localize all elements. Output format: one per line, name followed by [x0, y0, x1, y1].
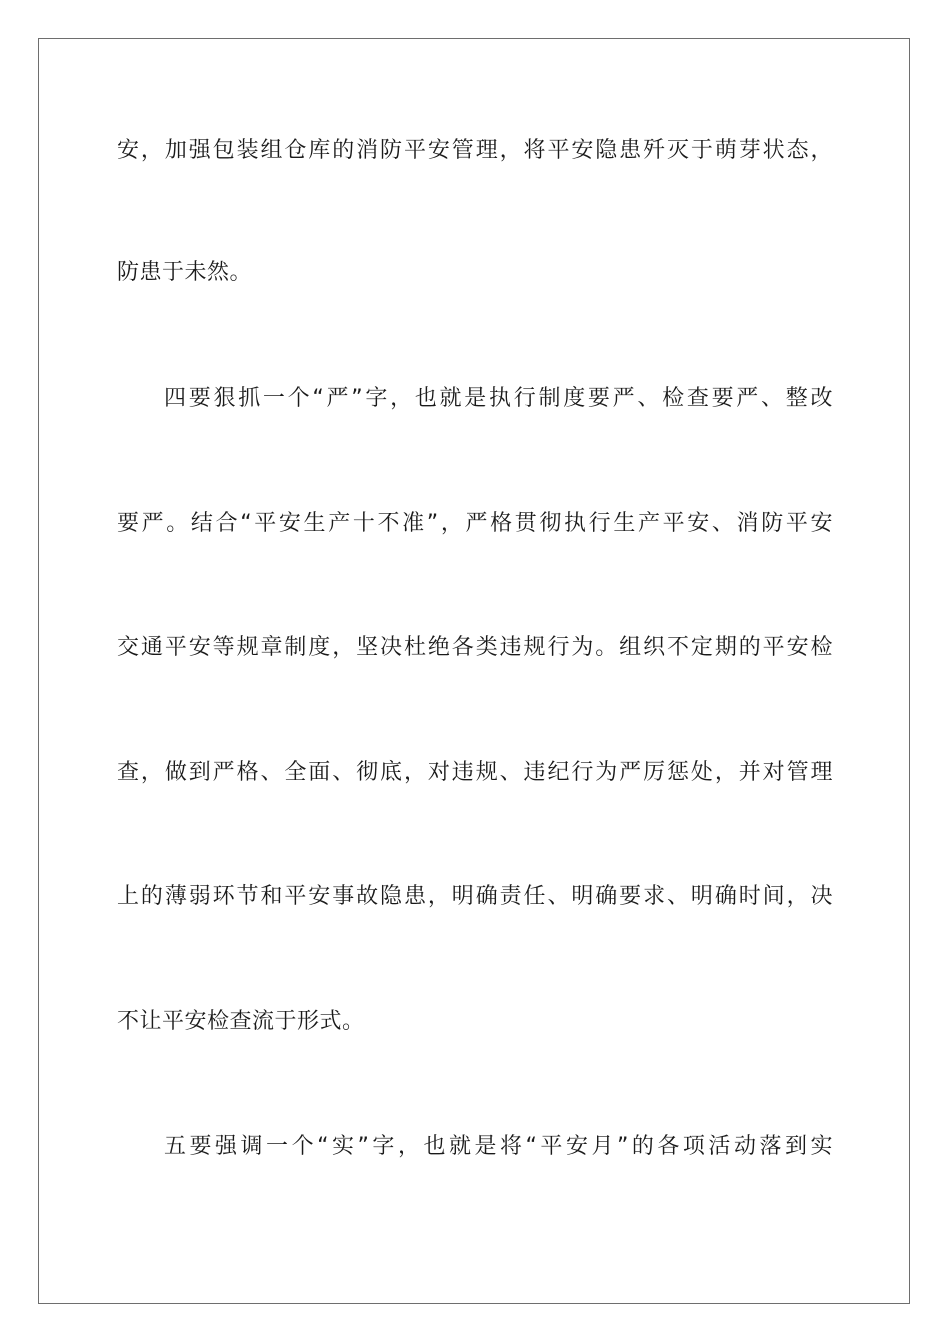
paragraph-start-line-9: 五要强调一个“实”字，也就是将“平安月”的各项活动落到实: [164, 1134, 833, 1159]
text-line-7: 上的薄弱环节和平安事故隐患，明确责任、明确要求、明确时间，决: [117, 884, 833, 909]
text-line-8: 不让平安检查流于形式。: [117, 1009, 365, 1034]
text-line-6: 查，做到严格、全面、彻底，对违规、违纪行为严厉惩处，并对管理: [117, 760, 833, 785]
paragraph-start-line-3: 四要狠抓一个“严”字，也就是执行制度要严、检查要严、整改: [164, 386, 833, 411]
page-frame: [38, 38, 910, 1304]
text-line-1: 安，加强包装组仓库的消防平安管理，将平安隐患歼灭于萌芽状态，: [117, 138, 833, 163]
text-line-2: 防患于未然。: [117, 260, 253, 285]
text-line-4: 要严。结合“平安生产十不准”，严格贯彻执行生产平安、消防平安: [117, 511, 833, 536]
text-line-5: 交通平安等规章制度，坚决杜绝各类违规行为。组织不定期的平安检: [117, 635, 833, 660]
